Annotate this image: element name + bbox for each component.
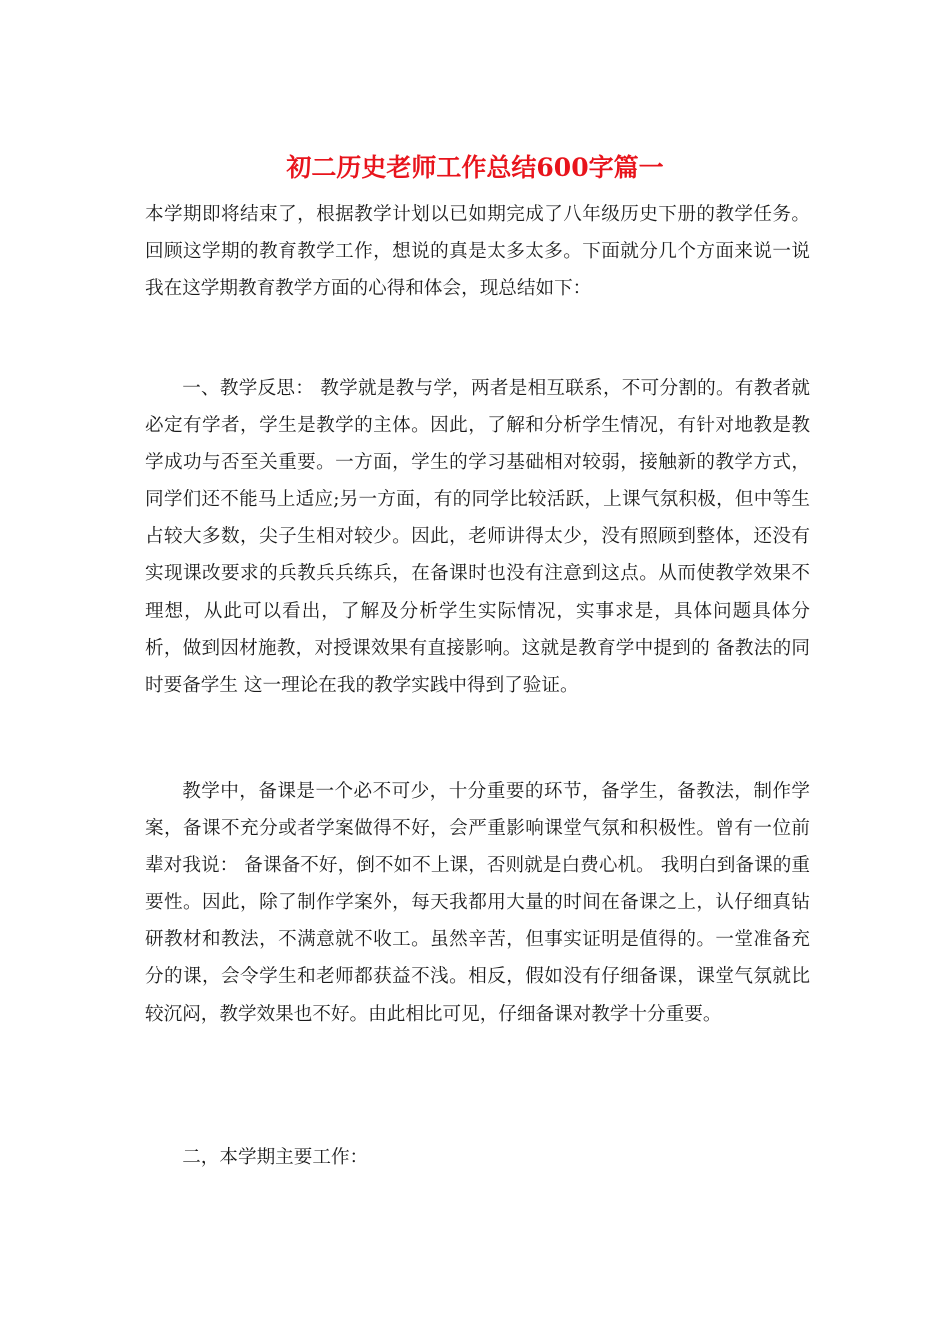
intro-paragraph: 本学期即将结束了，根据教学计划以已如期完成了八年级历史下册的教学任务。回顾这学期的教育教学工作，想说的真是太多太多。下面就分几个方面来说一说我在这学期教育教学方面的心得和体会，现总结如下： bbox=[145, 204, 810, 300]
section-two-heading: 二，本学期主要工作： bbox=[182, 1147, 369, 1168]
lesson-preparation-paragraph: 教学中，备课是一个必不可少，十分重要的环节，备学生，备教法，制作学案，备课不充分或者学案做得不好，会严重影响课堂气氛和积极性。曾有一位前辈对我说： 备课备不好，倒不如不上课，否则就是白费心机。 我明白到备课的重要性。因此，除了制作学案外，每天我都用大量的时间在备课之上，认仔细真钻研教材和教法，不满意就不收工。虽然辛苦，但事实证明是值得的。一堂准备充分的课，会令学生和老师都获益不浅。相反，假如没有仔细备课，课堂气氛就比较沉闷，教学效果也不好。由此相比可见，仔细备课对教学十分重要。 bbox=[145, 781, 810, 1025]
document-title: 初二历史老师工作总结600字篇一 bbox=[286, 153, 664, 182]
teaching-reflection-paragraph: 一、教学反思： 教学就是教与学，两者是相互联系，不可分割的。有教者就必定有学者，学生是教学的主体。因此，了解和分析学生情况，有针对地教是教学成功与否至关重要。一方面，学生的学习基础相对较弱，接触新的教学方式，同学们还不能马上适应;另一方面，有的同学比较活跃，上课气氛积极，但中等生占较大多数，尖子生相对较少。因此，老师讲得太少，没有照顾到整体，还没有实现课改要求的兵教兵兵练兵，在备课时也没有注意到这点。从而使教学效果不理想，从此可以看出，了解及分析学生实际情况，实事求是，具体问题具体分析，做到因材施教，对授课效果有直接影响。这就是教育学中提到的 备教法的同时要备学生 这一理论在我的教学实践中得到了验证。 bbox=[145, 378, 810, 696]
